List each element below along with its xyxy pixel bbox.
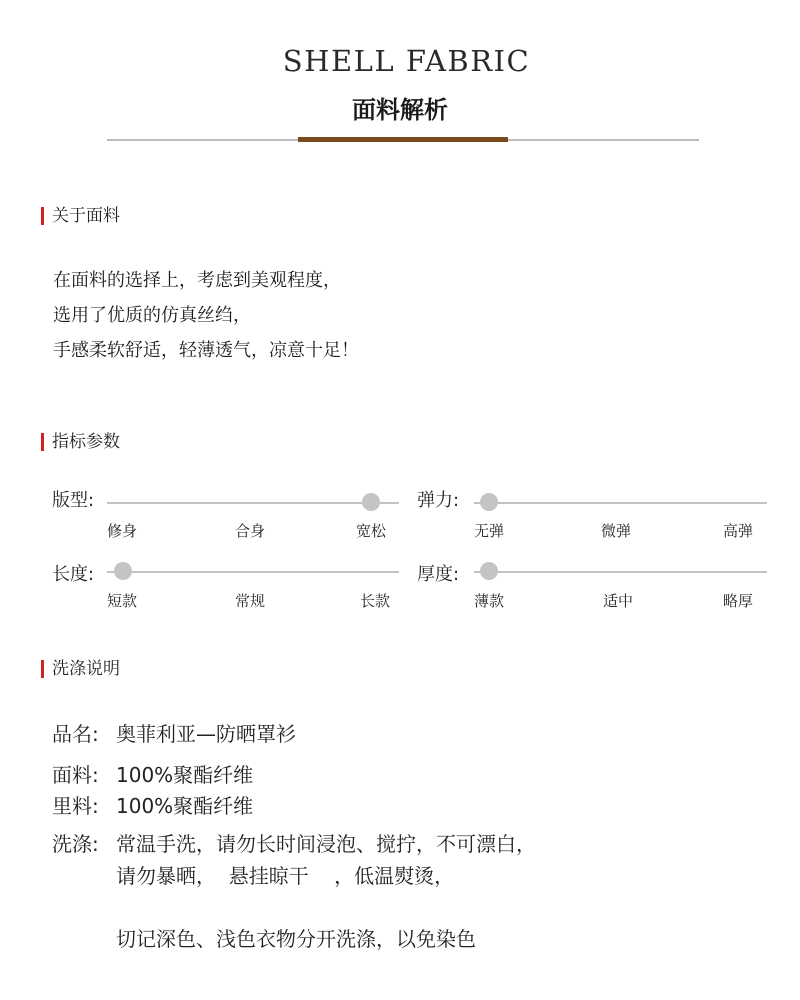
section-title-specs: 指标参数: [52, 432, 120, 452]
spec-thickness-indicator: [480, 562, 498, 580]
section-marker-specs: [41, 433, 44, 451]
spec-fit-tick-3: 宽松: [356, 522, 387, 540]
about-line-1: 在面料的选择上，考虑到美观程度，: [53, 270, 341, 291]
spec-length-track: [107, 571, 399, 573]
spec-fit-indicator: [362, 493, 380, 511]
wash-care-line-2: 请勿暴晒， 悬挂晾干 ，低温熨烫，: [116, 864, 455, 888]
about-line-2: 选用了优质的仿真丝绉，: [53, 305, 251, 326]
spec-thickness-tick-2: 适中: [603, 592, 634, 610]
wash-product-value: 奥菲利亚—防晒罩衫: [116, 722, 296, 746]
wash-care-line-3: 切记深色、浅色衣物分开洗涤，以免染色: [116, 927, 476, 951]
about-line-3: 手感柔软舒适，轻薄透气，凉意十足！: [53, 340, 359, 361]
spec-length-tick-3: 长款: [360, 592, 391, 610]
section-title-wash: 洗涤说明: [52, 659, 120, 679]
wash-fabric-value: 100%聚酯纤维: [116, 763, 254, 787]
spec-thickness-track: [474, 571, 767, 573]
title-english: SHELL FABRIC: [282, 44, 531, 78]
spec-stretch-label: 弹力:: [417, 490, 460, 511]
section-marker-about: [41, 207, 44, 225]
spec-stretch-tick-3: 高弹: [723, 522, 754, 540]
section-marker-wash: [41, 660, 44, 678]
spec-fit-label: 版型:: [52, 490, 95, 511]
spec-length-indicator: [114, 562, 132, 580]
wash-lining-label: 里料:: [52, 794, 99, 818]
spec-stretch-tick-1: 无弹: [474, 522, 505, 540]
spec-fit-track: [107, 502, 399, 504]
spec-stretch-indicator: [480, 493, 498, 511]
spec-stretch-track: [474, 502, 767, 504]
title-chinese: 面料解析: [352, 96, 448, 124]
spec-length-label: 长度:: [52, 564, 95, 585]
wash-care-label: 洗涤:: [52, 832, 99, 856]
wash-fabric-label: 面料:: [52, 763, 99, 787]
wash-product-label: 品名:: [52, 722, 99, 746]
wash-lining-value: 100%聚酯纤维: [116, 794, 254, 818]
spec-thickness-label: 厚度:: [417, 564, 460, 585]
spec-thickness-tick-1: 薄款: [474, 592, 505, 610]
about-paragraph: [53, 263, 359, 368]
header-divider-accent: [298, 137, 508, 142]
spec-thickness-tick-3: 略厚: [723, 592, 754, 610]
spec-fit-tick-1: 修身: [107, 522, 138, 540]
spec-fit-tick-2: 合身: [235, 522, 266, 540]
spec-stretch-tick-2: 微弹: [601, 522, 632, 540]
section-title-about: 关于面料: [52, 206, 120, 226]
spec-length-tick-2: 常规: [235, 592, 266, 610]
spec-length-tick-1: 短款: [107, 592, 138, 610]
wash-care-line-1: 常温手洗，请勿长时间浸泡、搅拧，不可漂白，: [116, 832, 536, 856]
